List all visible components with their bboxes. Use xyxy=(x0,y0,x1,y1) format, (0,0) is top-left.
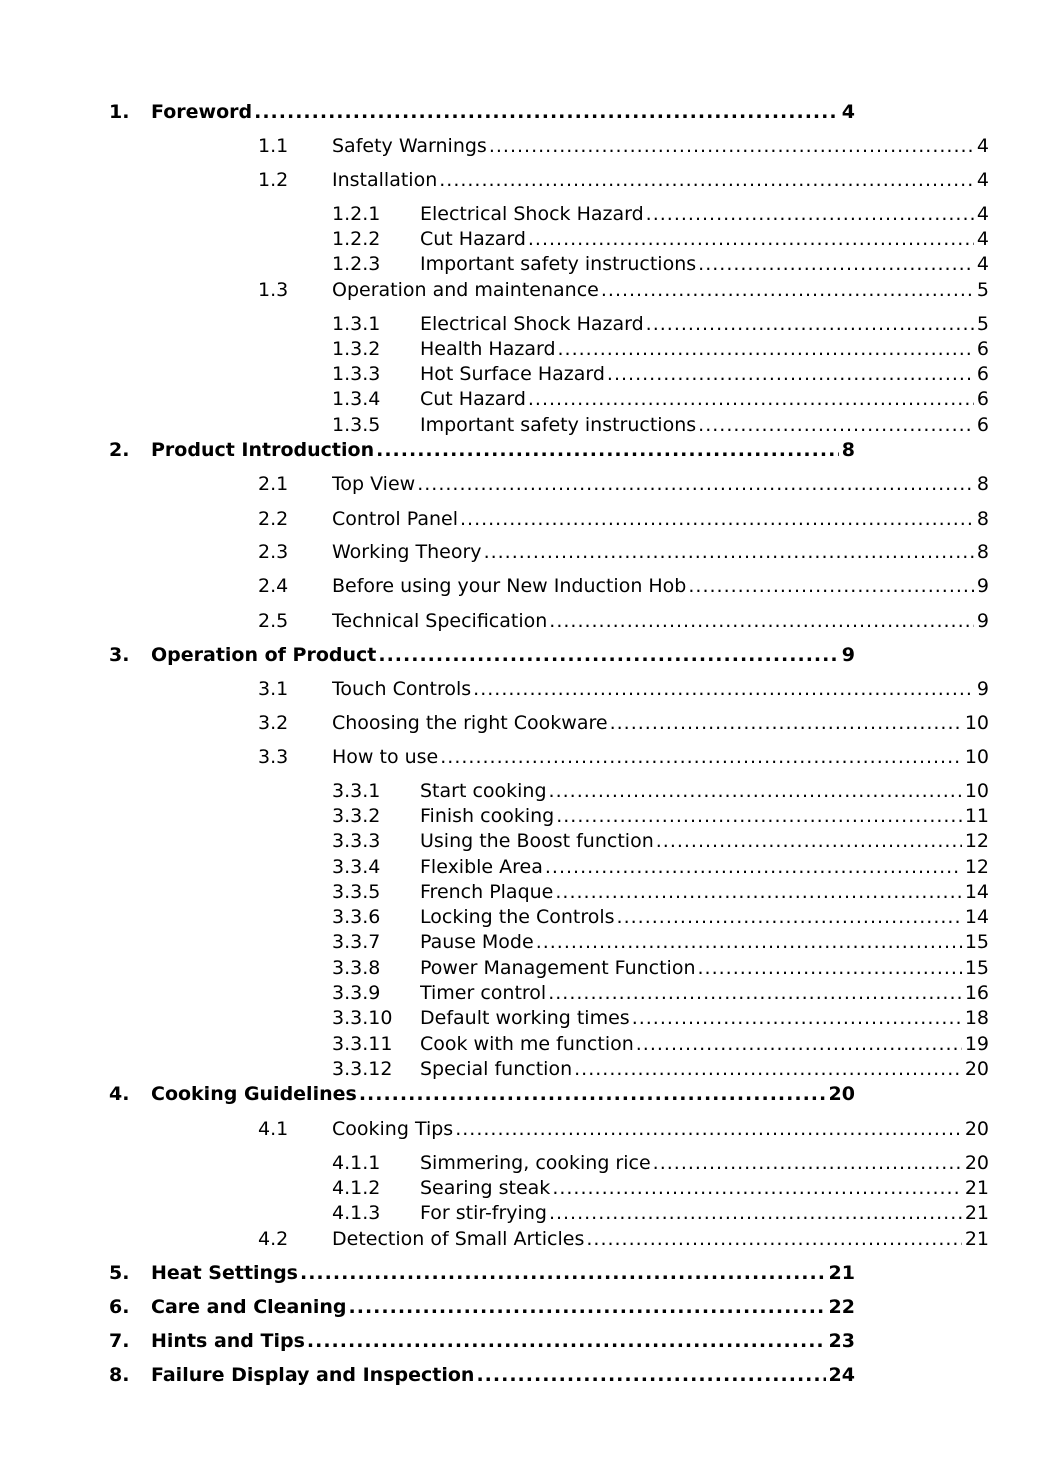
toc-entry-row xyxy=(420,252,989,276)
toc-entry-level2[interactable] xyxy=(258,540,989,564)
toc-entry-number: 1.1 xyxy=(258,135,289,157)
toc-entry-title: Cut Hazard xyxy=(420,228,526,250)
toc-entry-page-number: 8 xyxy=(976,508,989,530)
toc-entry-level1[interactable] xyxy=(109,100,855,124)
toc-entry-row xyxy=(420,855,989,879)
toc-entry-number: 3.3.3 xyxy=(332,830,381,852)
toc-entry-level3[interactable] xyxy=(332,337,989,361)
toc-entry-number: 6. xyxy=(109,1296,130,1318)
toc-entry-title: Important safety instructions xyxy=(420,253,697,275)
toc-entry-page-number: 12 xyxy=(964,830,989,852)
toc-entry-title: Hot Surface Hazard xyxy=(420,363,605,385)
toc-entry-number: 3.3.4 xyxy=(332,856,381,878)
dot-leader xyxy=(646,312,974,336)
toc-entry-page-number: 11 xyxy=(964,805,989,827)
toc-entry-level2[interactable] xyxy=(258,134,989,158)
dot-leader xyxy=(555,880,961,904)
toc-entry-page-number: 4 xyxy=(841,101,855,123)
toc-entry-title: French Plaque xyxy=(420,881,554,903)
toc-entry-title: How to use xyxy=(332,746,439,768)
dot-leader xyxy=(440,745,962,769)
toc-entry-number: 5. xyxy=(109,1262,130,1284)
toc-entry-row xyxy=(420,227,989,251)
toc-entry-title: Simmering, cooking rice xyxy=(420,1152,651,1174)
toc-entry-title: For stir-frying xyxy=(420,1202,547,1224)
toc-entry-level3[interactable] xyxy=(332,981,989,1005)
toc-entry-page-number: 4 xyxy=(976,135,989,157)
dot-leader xyxy=(653,1151,962,1175)
toc-entry-page-number: 6 xyxy=(976,414,989,436)
dot-leader xyxy=(473,677,974,701)
toc-entry-row xyxy=(151,100,855,124)
toc-entry-title: Flexible Area xyxy=(420,856,543,878)
dot-leader xyxy=(549,1201,962,1225)
toc-entry-row xyxy=(420,337,989,361)
toc-entry-title: Care and Cleaning xyxy=(151,1296,347,1318)
toc-entry-row xyxy=(420,413,989,437)
dot-leader xyxy=(376,438,839,462)
toc-entry-title: Pause Mode xyxy=(420,931,534,953)
toc-entry-row xyxy=(151,438,855,462)
toc-entry-title: Cook with me function xyxy=(420,1033,634,1055)
toc-entry-row xyxy=(332,609,989,633)
dot-leader xyxy=(586,1227,961,1251)
dot-leader xyxy=(528,387,974,411)
toc-entry-row xyxy=(332,711,989,735)
toc-entry-number: 2.2 xyxy=(258,508,289,530)
dot-leader xyxy=(349,1295,826,1319)
toc-entry-title: Power Management Function xyxy=(420,957,696,979)
dot-leader xyxy=(378,643,838,667)
toc-entry-page-number: 15 xyxy=(964,957,989,979)
toc-entry-level1[interactable] xyxy=(109,643,855,667)
toc-entry-page-number: 20 xyxy=(964,1058,989,1080)
toc-entry-level3[interactable] xyxy=(332,1201,989,1225)
toc-entry-row xyxy=(151,1363,855,1387)
toc-entry-page-number: 18 xyxy=(964,1007,989,1029)
toc-entry-title: Locking the Controls xyxy=(420,906,615,928)
toc-entry-title: Top View xyxy=(332,473,416,495)
dot-leader xyxy=(601,278,974,302)
dot-leader xyxy=(300,1261,826,1285)
toc-entry-row xyxy=(420,1201,989,1225)
toc-entry-row xyxy=(151,1082,855,1106)
toc-entry-number: 1.3.2 xyxy=(332,338,381,360)
dot-leader xyxy=(417,472,974,496)
toc-entry-level3[interactable] xyxy=(332,804,989,828)
dot-leader xyxy=(439,168,974,192)
toc-entry-row xyxy=(420,1032,989,1056)
toc-entry-page-number: 21 xyxy=(964,1177,989,1199)
toc-entry-title: Special function xyxy=(420,1058,573,1080)
toc-entry-page-number: 20 xyxy=(964,1118,989,1140)
toc-entry-row xyxy=(332,540,989,564)
dot-leader xyxy=(698,956,962,980)
dot-leader xyxy=(610,711,962,735)
toc-entry-title: Searing steak xyxy=(420,1177,551,1199)
toc-entry-row xyxy=(420,1057,989,1081)
toc-entry-page-number: 8 xyxy=(976,541,989,563)
toc-entry-number: 2. xyxy=(109,439,130,461)
dot-leader xyxy=(636,1032,962,1056)
toc-entry-title: Before using your New Induction Hob xyxy=(332,575,687,597)
toc-entry-row xyxy=(332,134,989,158)
toc-entry-page-number: 23 xyxy=(828,1330,855,1352)
toc-entry-title: Operation and maintenance xyxy=(332,279,599,301)
toc-entry-row xyxy=(151,1295,855,1319)
toc-entry-row xyxy=(332,1117,989,1141)
toc-entry-page-number: 5 xyxy=(976,313,989,335)
toc-entry-row xyxy=(420,387,989,411)
dot-leader xyxy=(489,134,974,158)
toc-entry-title: Technical Specification xyxy=(332,610,548,632)
toc-entry-level3[interactable] xyxy=(332,202,989,226)
toc-entry-level3[interactable] xyxy=(332,1032,989,1056)
toc-entry-number: 4.1 xyxy=(258,1118,289,1140)
toc-entry-number: 2.3 xyxy=(258,541,289,563)
toc-entry-number: 1.2.2 xyxy=(332,228,381,250)
toc-entry-level2[interactable] xyxy=(258,677,989,701)
toc-entry-page-number: 10 xyxy=(964,780,989,802)
toc-entry-title: Timer control xyxy=(420,982,547,1004)
toc-entry-number: 4.2 xyxy=(258,1228,289,1250)
toc-entry-level3[interactable] xyxy=(332,1006,989,1030)
toc-entry-level2[interactable] xyxy=(258,711,989,735)
toc-entry-row xyxy=(420,779,989,803)
toc-entry-number: 1.2.3 xyxy=(332,253,381,275)
toc-entry-number: 3.3.5 xyxy=(332,881,381,903)
toc-entry-page-number: 4 xyxy=(976,169,989,191)
toc-entry-page-number: 8 xyxy=(841,439,855,461)
toc-entry-row xyxy=(332,278,989,302)
dot-leader xyxy=(617,905,962,929)
dot-leader xyxy=(307,1329,826,1353)
toc-entry-row xyxy=(420,1176,989,1200)
dot-leader xyxy=(558,337,974,361)
toc-entry-page-number: 21 xyxy=(828,1262,855,1284)
toc-entry-page-number: 10 xyxy=(964,712,989,734)
toc-entry-level3[interactable] xyxy=(332,779,989,803)
toc-entry-level3[interactable] xyxy=(332,855,989,879)
toc-entry-level2[interactable] xyxy=(258,1227,989,1251)
toc-entry-title: Installation xyxy=(332,169,438,191)
toc-entry-title: Electrical Shock Hazard xyxy=(420,313,644,335)
toc-entry-number: 4.1.2 xyxy=(332,1177,381,1199)
toc-entry-row xyxy=(332,574,989,598)
toc-entry-number: 1.2 xyxy=(258,169,289,191)
toc-entry-level3[interactable] xyxy=(332,1176,989,1200)
toc-entry-number: 3.2 xyxy=(258,712,289,734)
toc-entry-page-number: 12 xyxy=(964,856,989,878)
toc-entry-page-number: 15 xyxy=(964,931,989,953)
toc-entry-row xyxy=(420,312,989,336)
toc-entry-number: 3.3.11 xyxy=(332,1033,393,1055)
toc-entry-page-number: 22 xyxy=(828,1296,855,1318)
dot-leader xyxy=(254,100,839,124)
toc-entry-level3[interactable] xyxy=(332,252,989,276)
toc-entry-title: Working Theory xyxy=(332,541,482,563)
toc-entry-page-number: 8 xyxy=(976,473,989,495)
dot-leader xyxy=(556,804,962,828)
toc-entry-level1[interactable] xyxy=(109,1295,855,1319)
toc-entry-number: 2.1 xyxy=(258,473,289,495)
toc-entry-row xyxy=(332,1227,989,1251)
toc-entry-page-number: 10 xyxy=(964,746,989,768)
toc-entry-row xyxy=(420,362,989,386)
toc-entry-level2[interactable] xyxy=(258,472,989,496)
toc-entry-number: 2.5 xyxy=(258,610,289,632)
toc-entry-title: Using the Boost function xyxy=(420,830,654,852)
toc-entry-title: Start cooking xyxy=(420,780,547,802)
toc-entry-level1[interactable] xyxy=(109,438,855,462)
toc-entry-level2[interactable] xyxy=(258,609,989,633)
dot-leader xyxy=(688,574,974,598)
toc-entry-page-number: 9 xyxy=(976,610,989,632)
toc-entry-row xyxy=(420,829,989,853)
toc-entry-title: Detection of Small Articles xyxy=(332,1228,585,1250)
toc-entry-title: Important safety instructions xyxy=(420,414,697,436)
toc-entry-title: Cut Hazard xyxy=(420,388,526,410)
toc-entry-number: 4.1.3 xyxy=(332,1202,381,1224)
toc-entry-number: 3.3.9 xyxy=(332,982,381,1004)
toc-entry-level2[interactable] xyxy=(258,278,989,302)
toc-entry-number: 1.2.1 xyxy=(332,203,381,225)
toc-entry-level3[interactable] xyxy=(332,880,989,904)
toc-entry-row xyxy=(420,981,989,1005)
toc-entry-number: 4.1.1 xyxy=(332,1152,381,1174)
dot-leader xyxy=(549,609,974,633)
toc-entry-title: Default working times xyxy=(420,1007,630,1029)
toc-entry-page-number: 21 xyxy=(964,1202,989,1224)
toc-entry-number: 1.3.4 xyxy=(332,388,381,410)
toc-entry-title: Health Hazard xyxy=(420,338,556,360)
toc-entry-row xyxy=(420,202,989,226)
toc-entry-number: 1.3.1 xyxy=(332,313,381,335)
toc-entry-number: 8. xyxy=(109,1364,130,1386)
toc-entry-title: Failure Display and Inspection xyxy=(151,1364,475,1386)
toc-entry-row xyxy=(151,643,855,667)
toc-entry-page-number: 6 xyxy=(976,363,989,385)
toc-entry-page-number: 9 xyxy=(976,575,989,597)
toc-entry-row xyxy=(420,905,989,929)
toc-entry-page-number: 19 xyxy=(964,1033,989,1055)
toc-entry-title: Safety Warnings xyxy=(332,135,487,157)
toc-entry-number: 1.3.5 xyxy=(332,414,381,436)
toc-entry-level3[interactable] xyxy=(332,930,989,954)
toc-entry-title: Operation of Product xyxy=(151,644,377,666)
toc-entry-page-number: 24 xyxy=(828,1364,855,1386)
dot-leader xyxy=(528,227,974,251)
dot-leader xyxy=(548,981,962,1005)
toc-entry-number: 1.3.3 xyxy=(332,363,381,385)
toc-entry-number: 1.3 xyxy=(258,279,289,301)
toc-entry-row xyxy=(420,930,989,954)
toc-entry-title: Control Panel xyxy=(332,508,458,530)
toc-entry-page-number: 5 xyxy=(976,279,989,301)
dot-leader xyxy=(552,1176,962,1200)
toc-entry-level3[interactable] xyxy=(332,387,989,411)
toc-entry-page-number: 4 xyxy=(976,253,989,275)
dot-leader xyxy=(455,1117,962,1141)
dot-leader xyxy=(607,362,974,386)
dot-leader xyxy=(698,252,974,276)
toc-entry-level3[interactable] xyxy=(332,905,989,929)
toc-entry-number: 3.3.7 xyxy=(332,931,381,953)
toc-entry-number: 2.4 xyxy=(258,575,289,597)
toc-entry-page-number: 9 xyxy=(841,644,855,666)
toc-entry-page-number: 4 xyxy=(976,228,989,250)
toc-entry-title: Product Introduction xyxy=(151,439,375,461)
toc-entry-level1[interactable] xyxy=(109,1329,855,1353)
toc-entry-page-number: 14 xyxy=(964,906,989,928)
toc-entry-number: 3.3.8 xyxy=(332,957,381,979)
toc-entry-row xyxy=(332,472,989,496)
toc-entry-level3[interactable] xyxy=(332,413,989,437)
toc-entry-page-number: 21 xyxy=(964,1228,989,1250)
toc-entry-row xyxy=(420,880,989,904)
toc-entry-page-number: 9 xyxy=(976,678,989,700)
toc-entry-number: 3.3.2 xyxy=(332,805,381,827)
dot-leader xyxy=(484,540,974,564)
toc-entry-level3[interactable] xyxy=(332,1151,989,1175)
toc-entry-row xyxy=(420,1151,989,1175)
toc-entry-level2[interactable] xyxy=(258,1117,989,1141)
toc-entry-page-number: 20 xyxy=(828,1083,855,1105)
toc-entry-title: Cooking Guidelines xyxy=(151,1083,357,1105)
toc-entry-row xyxy=(420,1006,989,1030)
toc-entry-number: 3.3.10 xyxy=(332,1007,393,1029)
toc-entry-number: 4. xyxy=(109,1083,130,1105)
toc-entry-page-number: 16 xyxy=(964,982,989,1004)
dot-leader xyxy=(549,779,962,803)
toc-entry-number: 3.3 xyxy=(258,746,289,768)
toc-entry-row xyxy=(151,1329,855,1353)
toc-entry-title: Finish cooking xyxy=(420,805,555,827)
dot-leader xyxy=(698,413,974,437)
toc-entry-title: Electrical Shock Hazard xyxy=(420,203,644,225)
toc-entry-title: Hints and Tips xyxy=(151,1330,305,1352)
toc-entry-row xyxy=(151,1261,855,1285)
dot-leader xyxy=(656,829,962,853)
toc-entry-level3[interactable] xyxy=(332,1057,989,1081)
toc-entry-number: 3.3.1 xyxy=(332,780,381,802)
toc-entry-level1[interactable] xyxy=(109,1261,855,1285)
dot-leader xyxy=(536,930,962,954)
dot-leader xyxy=(460,507,974,531)
toc-entry-level2[interactable] xyxy=(258,574,989,598)
toc-entry-page-number: 6 xyxy=(976,338,989,360)
toc-entry-title: Foreword xyxy=(151,101,253,123)
toc-entry-number: 3. xyxy=(109,644,130,666)
toc-entry-page-number: 20 xyxy=(964,1152,989,1174)
toc-entry-number: 3.3.12 xyxy=(332,1058,393,1080)
toc-entry-level2[interactable] xyxy=(258,507,989,531)
dot-leader xyxy=(646,202,974,226)
toc-entry-title: Touch Controls xyxy=(332,678,472,700)
toc-entry-number: 7. xyxy=(109,1330,130,1352)
toc-entry-row xyxy=(420,956,989,980)
toc-entry-level3[interactable] xyxy=(332,227,989,251)
toc-entry-title: Choosing the right Cookware xyxy=(332,712,608,734)
toc-entry-row xyxy=(332,168,989,192)
toc-entry-number: 3.3.6 xyxy=(332,906,381,928)
toc-entry-level1[interactable] xyxy=(109,1363,855,1387)
toc-entry-number: 3.1 xyxy=(258,678,289,700)
toc-entry-number: 1. xyxy=(109,101,130,123)
dot-leader xyxy=(574,1057,962,1081)
toc-entry-level3[interactable] xyxy=(332,956,989,980)
toc-entry-page-number: 6 xyxy=(976,388,989,410)
dot-leader xyxy=(476,1363,825,1387)
toc-entry-level3[interactable] xyxy=(332,362,989,386)
toc-entry-title: Cooking Tips xyxy=(332,1118,454,1140)
toc-entry-row xyxy=(332,507,989,531)
toc-entry-level3[interactable] xyxy=(332,829,989,853)
toc-entry-page-number: 4 xyxy=(976,203,989,225)
dot-leader xyxy=(359,1082,826,1106)
toc-entry-row xyxy=(332,745,989,769)
dot-leader xyxy=(545,855,962,879)
toc-entry-title: Heat Settings xyxy=(151,1262,298,1284)
toc-entry-level2[interactable] xyxy=(258,168,989,192)
toc-entry-row xyxy=(420,804,989,828)
toc-entry-row xyxy=(332,677,989,701)
dot-leader xyxy=(632,1006,962,1030)
toc-entry-page-number: 14 xyxy=(964,881,989,903)
toc-entry-level2[interactable] xyxy=(258,745,989,769)
toc-entry-level1[interactable] xyxy=(109,1082,855,1106)
toc-entry-level3[interactable] xyxy=(332,312,989,336)
